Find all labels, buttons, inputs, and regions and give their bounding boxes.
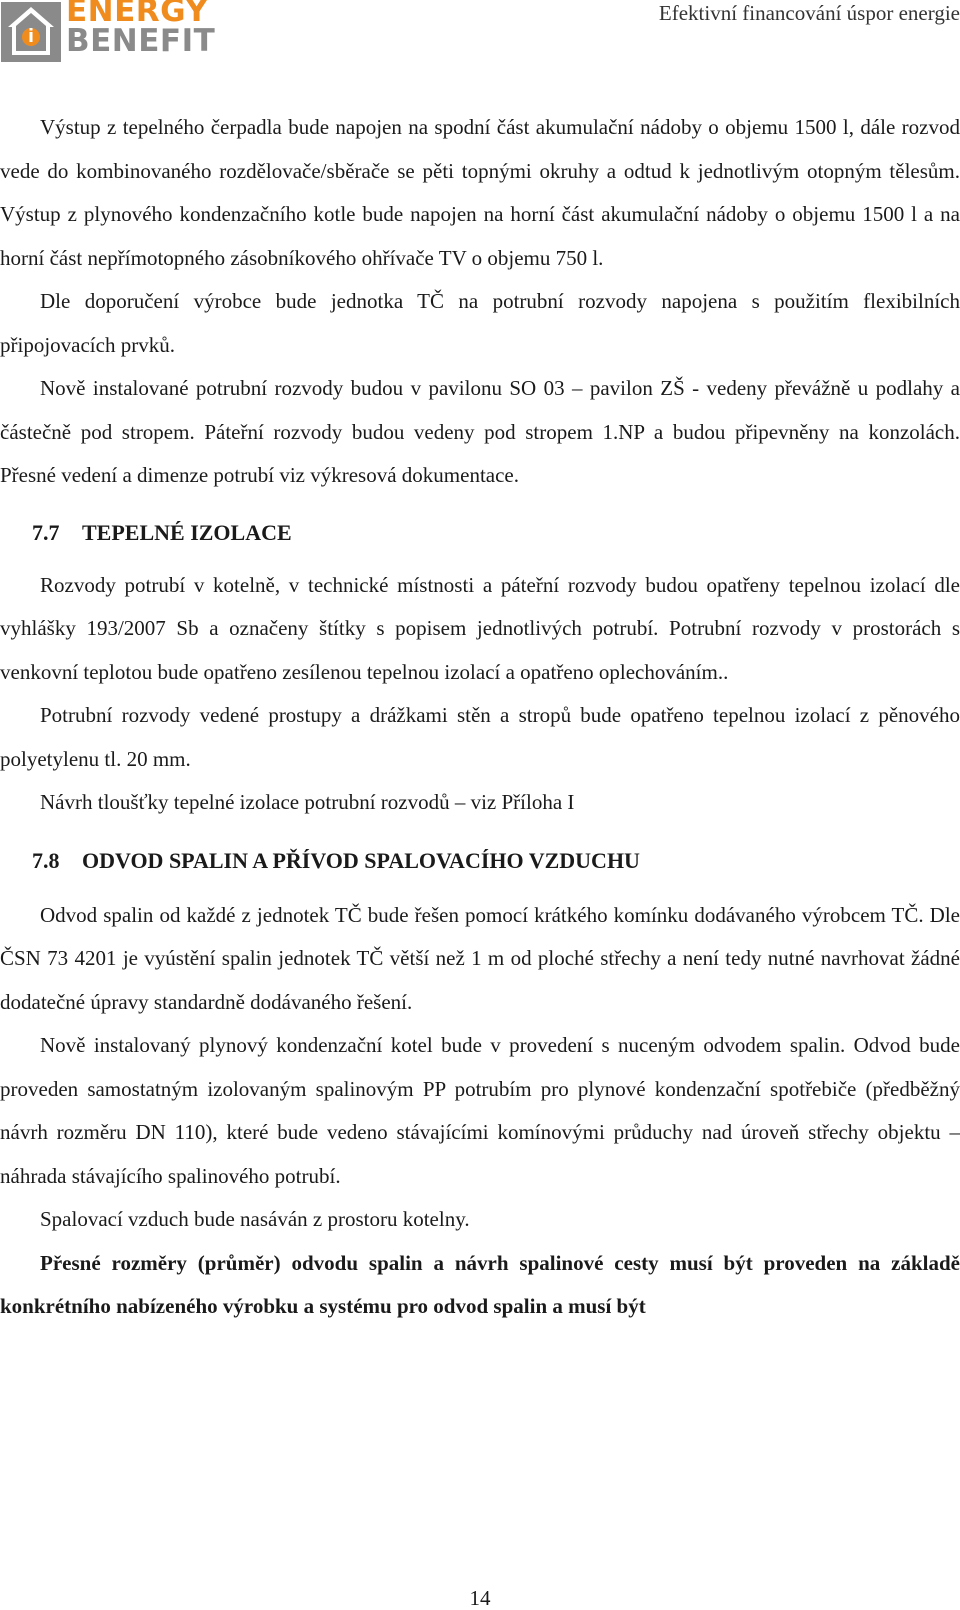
paragraph: Rozvody potrubí v kotelně, v technické místnosti a páteřní rozvody budou opatřeny tepelnou izolací dle vyhlášky 193/2007 Sb a označeny štítky s popisem jednotlivých potrubí. Potrubní rozvody v prostorách s venkovní teplotou bude opatřeno zesílenou tepelnou izolací a opatřeno oplechováním..: [0, 572, 960, 684]
house-logo-icon: [0, 1, 62, 63]
section-heading-7-7: [0, 498, 960, 564]
header-title: Efektivní financování úspor energie: [658, 1, 960, 25]
page-header: [0, 0, 960, 70]
logo-line-energy: ENERGY: [66, 0, 209, 29]
paragraph: Výstup z tepelného čerpadla bude napojen na spodní část akumulační nádoby o objemu 1500 l, dále rozvod vede do kombinovaného rozdělovače/sběrače se pěti topnými okruhy a odtud k jednotlivým otopným tělesům. Výstup z plynového kondenzačního kotle bude napojen na horní část akumulační nádoby o objemu 1500 l a na horní část nepřímotopného zásobníkového ohřívače TV o objemu 750 l.: [0, 115, 960, 270]
paragraph: Odvod spalin od každé z jednotek TČ bude řešen pomocí krátkého komínku dodávaného výrobcem TČ. Dle ČSN 73 4201 je vyústění spalin jednotek TČ větší než 1 m od ploché střechy a není tedy nutné navrhovat žádné dodatečné úpravy standardně dodávaného řešení.: [0, 902, 960, 1014]
paragraph: Dle doporučení výrobce bude jednotka TČ na potrubní rozvody napojena s použitím flexibilních připojovacích prvků.: [0, 289, 960, 357]
page-body: [0, 106, 960, 1329]
paragraph: Návrh tloušťky tepelné izolace potrubní rozvodů – viz Příloha I: [40, 790, 575, 814]
section-number: 7.7: [32, 519, 60, 545]
paragraph: Spalovací vzduch bude nasáván z prostoru kotelny.: [40, 1207, 470, 1231]
paragraph: Nově instalovaný plynový kondenzační kotel bude v provedení s nuceným odvodem spalin. Odvod bude proveden samostatným izolovaným spalinovým PP potrubím pro plynové kondenzační spotřebiče (předběžný návrh rozměru DN 110), které bude vedeno stávajícími komínovými průduchy nad úroveň střechy objektu – náhrada stávajícího spalinového potrubí.: [0, 1033, 960, 1188]
section-heading-7-8: [0, 825, 960, 894]
section-number: 7.8: [32, 847, 60, 873]
energy-benefit-logo: [0, 0, 245, 66]
page-number: 14: [469, 1586, 491, 1610]
logo-line-benefit: BENEFIT: [66, 23, 216, 59]
paragraph: Nově instalované potrubní rozvody budou v pavilonu SO 03 – pavilon ZŠ - vedeny převážně u podlahy a částečně pod stropem. Páteřní rozvody budou vedeny pod stropem 1.NP a budou připevněny na konzolách. Přesné vedení a dimenze potrubí viz výkresová dokumentace.: [0, 376, 960, 487]
section-title: TEPELNÉ IZOLACE: [82, 519, 292, 545]
paragraph: Potrubní rozvody vedené prostupy a drážkami stěn a stropů bude opatřeno tepelnou izolací z pěnového polyetylenu tl. 20 mm.: [0, 703, 960, 771]
logo-wordmark: [66, 0, 216, 59]
section-title: ODVOD SPALIN A PŘÍVOD SPALOVACÍHO VZDUCHU: [82, 847, 640, 873]
paragraph-bold: Přesné rozměry (průměr) odvodu spalin a návrh spalinové cesty musí být proveden na základě konkrétního nabízeného výrobku a systému pro odvod spalin a musí být: [0, 1250, 960, 1318]
